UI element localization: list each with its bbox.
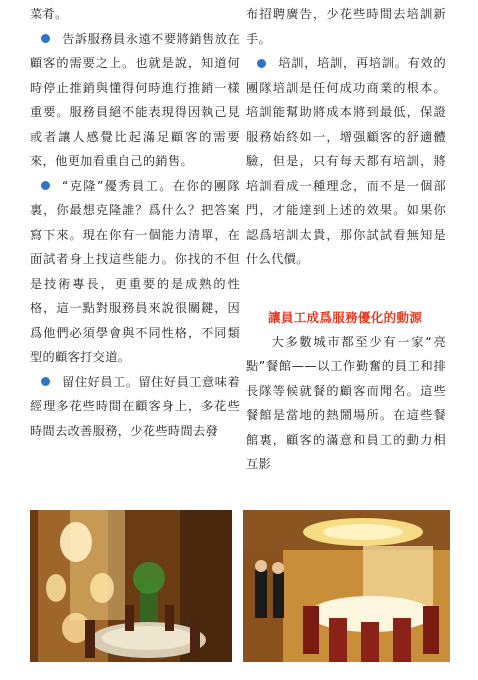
restaurant-interior-image: [30, 510, 232, 662]
bullet-icon: [41, 181, 50, 190]
bullet-icon: [41, 34, 50, 43]
left-text-column: [30, 2, 240, 443]
restaurant-photo-left: [30, 510, 232, 662]
restaurant-photo-right: [243, 510, 450, 662]
bullet-paragraph-training: [246, 51, 446, 272]
paragraph-text: 大多數城市都至少有一家“亮點”餐館——以工作勤奮的員工和排長隊等候就餐的顧客而聞名。這些餐館是當地的熱鬧場所。在這些餐館裏，顧客的滿意和員工的動力相互影: [246, 334, 446, 471]
right-text-column: [246, 2, 446, 477]
paragraph-text: 告訴服務員永遠不要將銷售放在顧客的需要之上。也就是說，知道何時停止推銷與懂得何時進行推銷一樣重要。服務員絕不能表現得因執己見或者讓人感覺比起滿足顧客的需要來，他更加看重自己的銷售。: [30, 31, 240, 168]
bullet-paragraph-retain: [30, 370, 240, 444]
paragraph-text: 培訓，培訓，再培訓。有效的團隊培訓是任何成功商業的根本。培訓能幫助將成本將到最低，保證服務始終如一，增强顧客的舒適體驗，但是，只有每天都有培訓，將培訓看成一種理念，而不是一個部門，才能達到上述的效果。如果你認爲培訓太貴，那你試試看無知是什么代價。: [246, 56, 446, 266]
banquet-room-image: [243, 510, 450, 662]
bullet-paragraph-clone: [30, 174, 240, 370]
section-heading: 讓員工成爲服務優化的動源: [268, 309, 423, 325]
bullet-paragraph-sales: [30, 27, 240, 174]
paragraph-continuation: 菜肴。: [30, 7, 68, 21]
paragraph-text: 留住好員工。留住好員工意味着經理多花些時間在顧客身上，多花些時間去改善服務，少花些時間去發: [30, 374, 240, 438]
bullet-icon: [41, 377, 50, 386]
bullet-icon: [257, 59, 266, 68]
paragraph-continuation: 布招聘廣告，少花些時間去培訓新手。: [246, 7, 446, 46]
paragraph-bright-spot: [246, 330, 446, 477]
paragraph-text: “克隆”優秀員工。在你的團隊裏，你最想克隆誰？爲什么？把答案寫下來。現在你有一個能力清單，在面試者身上找這些能力。你找的不但是技術專長，更重要的是成熟的性格，這一點對服務員來說很關鍵，因爲他們必須學會與不同性格，不同類型的顧客打交道。: [30, 178, 240, 364]
